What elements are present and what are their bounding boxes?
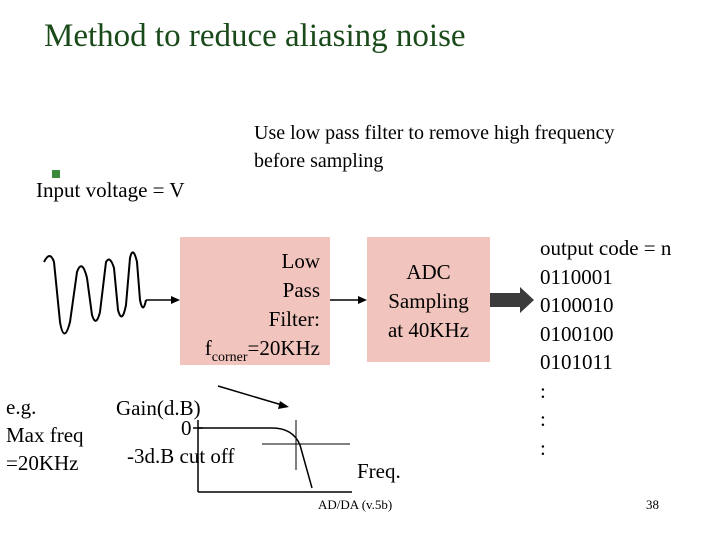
input-voltage-label: Input voltage = V [36,178,185,202]
output-line-5: 0101011 [540,350,613,374]
output-line-8: : [540,435,546,460]
pointer-arrow [218,386,282,405]
output-line-3: 0100010 [540,293,614,317]
filter-line-2: Pass [282,278,320,302]
filter-note-line-2: before sampling [254,150,384,172]
filter-note-line-1: Use low pass filter to remove high frequency [254,122,615,144]
example-note [6,393,84,477]
corner-frequency-label [184,334,320,366]
output-line-6: : [540,378,546,403]
input-waveform [44,252,146,333]
zero-db-label: 0 [181,416,192,440]
example-line-1: e.g. [6,395,37,419]
output-line-2: 0110001 [540,264,613,289]
cutoff-label: -3d.B cut off [127,444,235,468]
pointer-arrow-head [278,401,289,409]
arrow-to-filter-head [171,296,180,304]
slide-title: Method to reduce aliasing noise [44,18,466,54]
output-line-1: output code = n [540,236,672,260]
gain-axis-label: Gain(d.B) [116,396,201,420]
arrow-to-output [490,287,534,313]
output-line-7: : [540,407,546,431]
filter-line-1: Low [281,249,320,273]
adc-label [371,258,486,345]
corner-f: f [204,336,212,360]
page-number: 38 [646,497,659,512]
filter-line-3: Filter: [268,307,320,331]
arrow-to-adc-head [358,296,367,304]
adc-line-2: Sampling [388,289,469,313]
output-codes [540,234,671,462]
footer-text: AD/DA (v.5b) [318,497,393,512]
example-line-2: Max freq [6,423,84,447]
adc-line-1: ADC [406,260,451,284]
corner-subscript: corner [211,350,248,365]
output-line-4: 0100100 [540,321,614,346]
low-pass-filter-label [184,247,320,366]
example-line-3: =20KHz [6,451,79,475]
corner-value: =20KHz [247,336,320,360]
adc-line-3: at 40KHz [387,318,470,342]
freq-axis-label: Freq. [357,459,401,483]
